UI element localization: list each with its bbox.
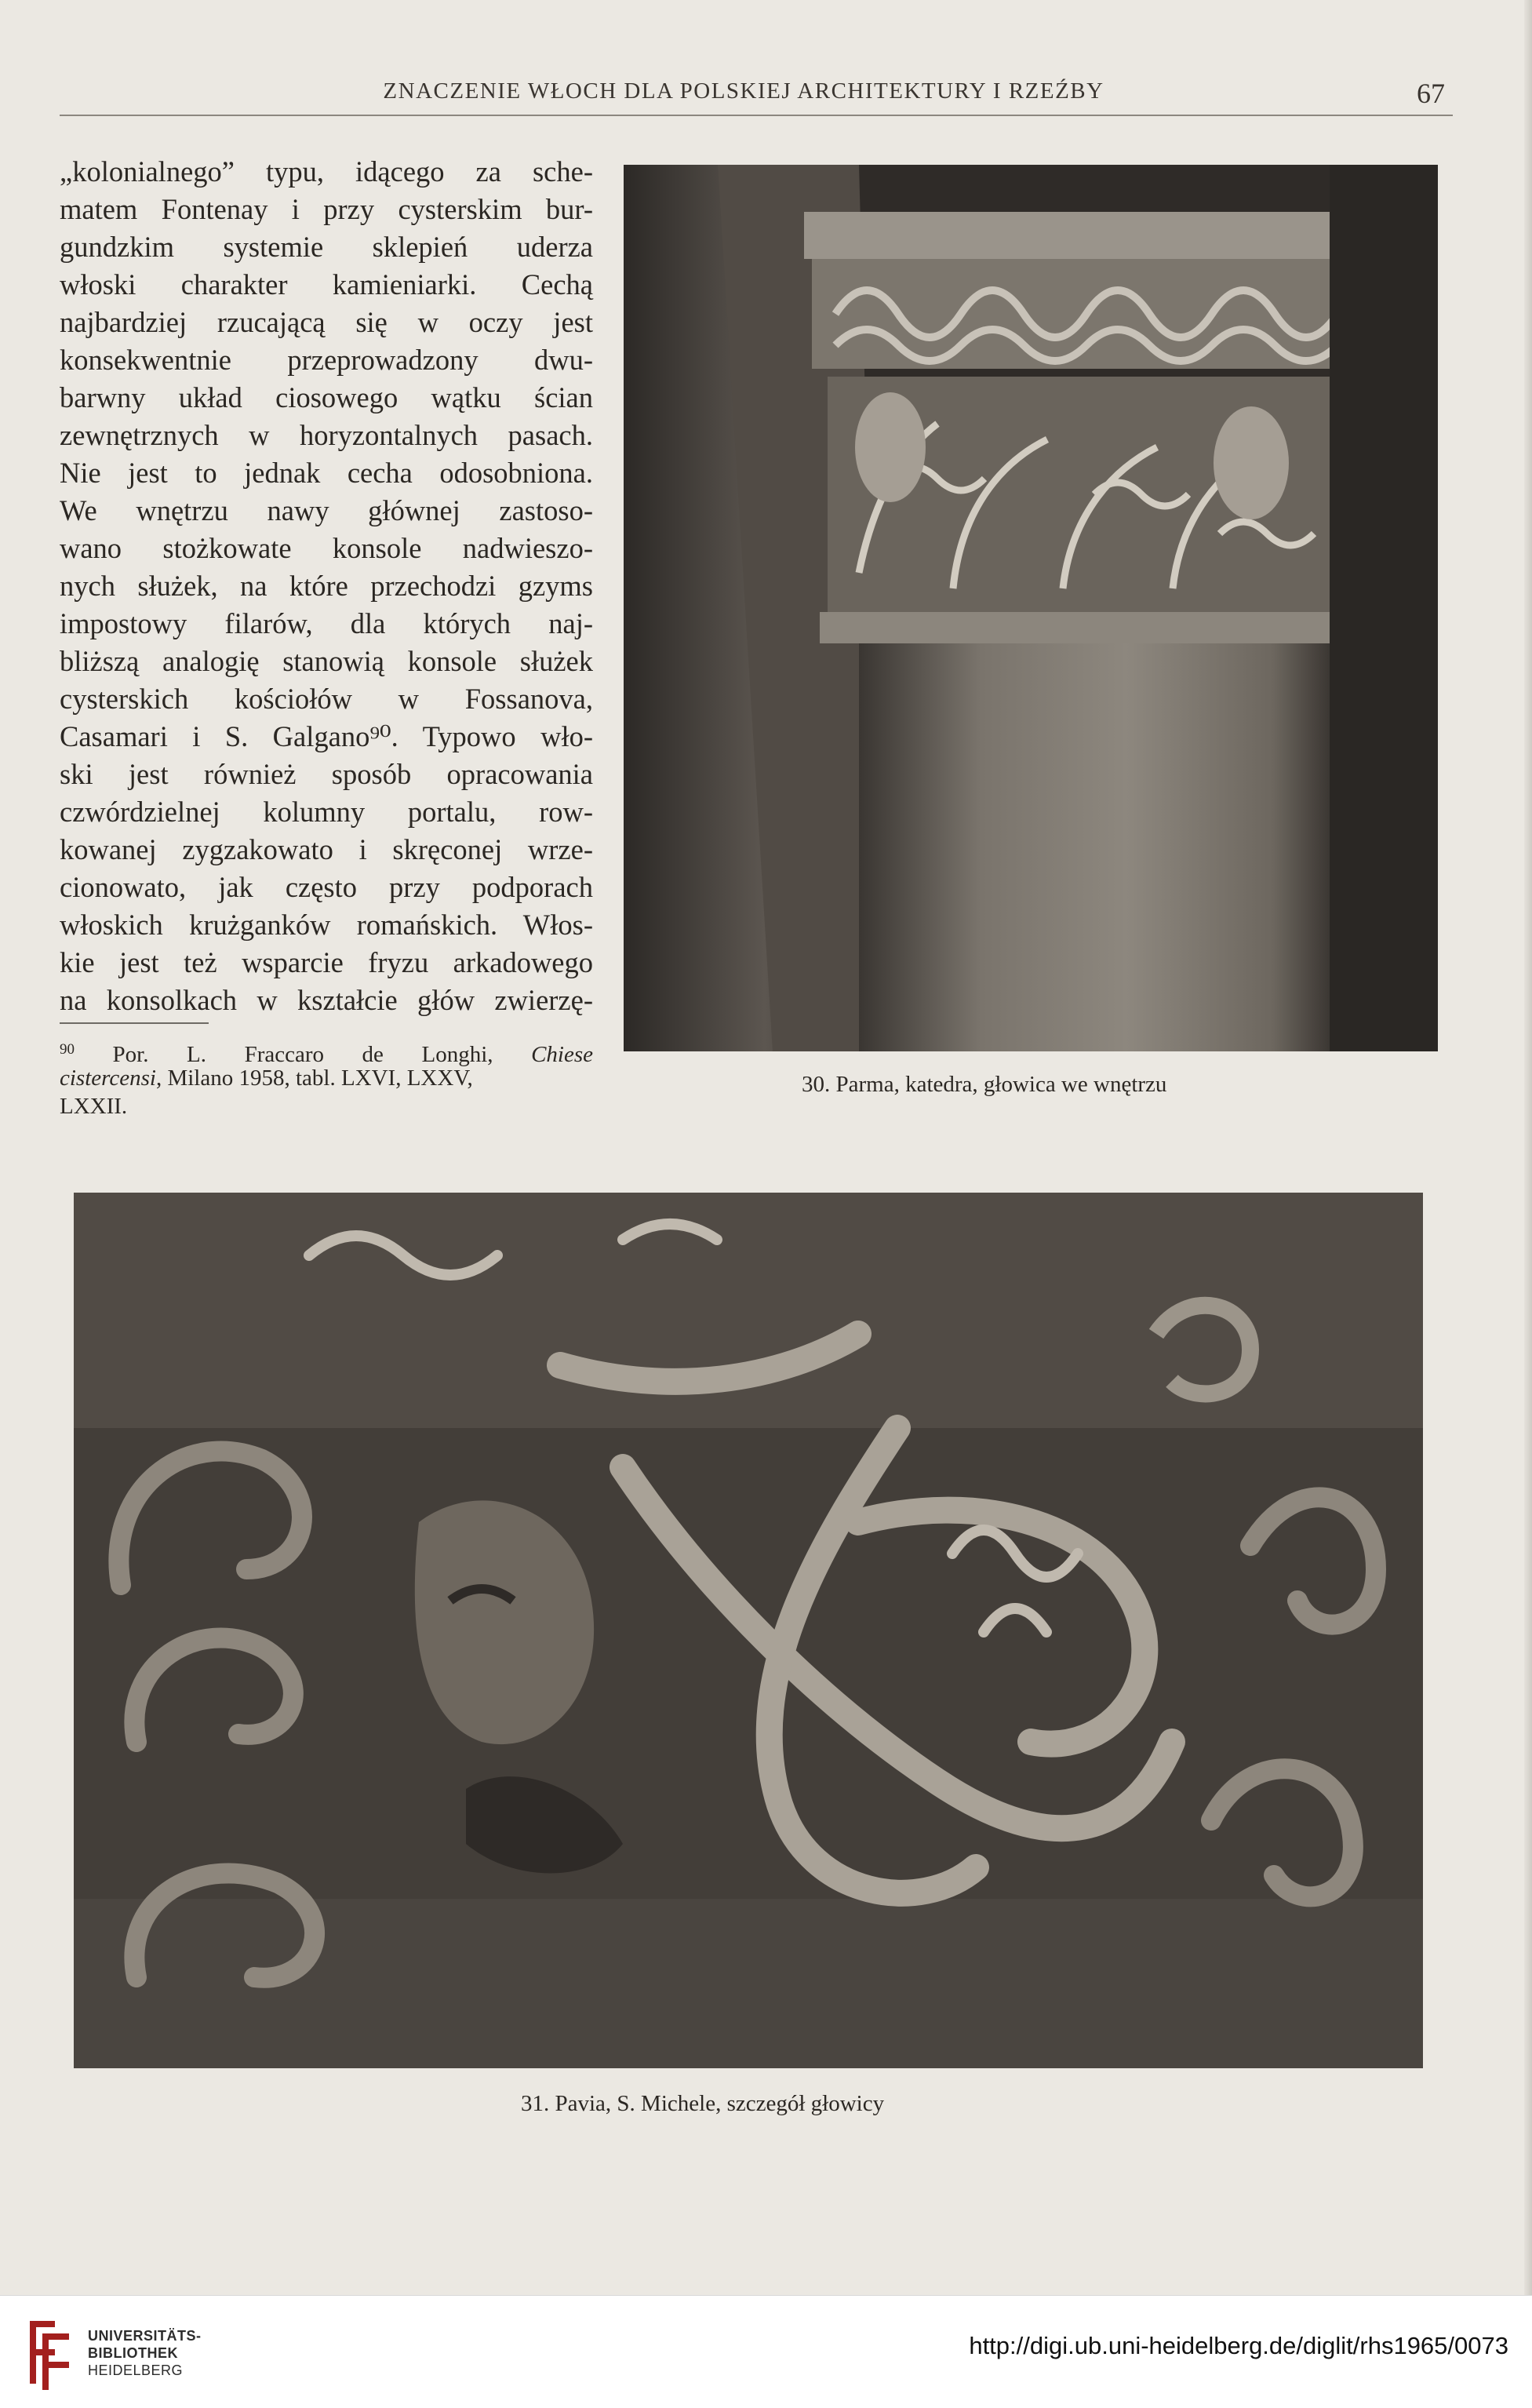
library-name-line: UNIVERSITÄTS-: [88, 2328, 202, 2344]
footnote-rule: [60, 1022, 209, 1024]
page-number: 67: [1417, 78, 1445, 109]
capital-photo-graphic: [624, 165, 1438, 1051]
footnote-line: [60, 1036, 593, 1067]
running-title: ZNACZENIE WŁOCH DLA POLSKIEJ ARCHITEKTURY I RZEŹBY: [383, 78, 1104, 104]
text-line: Casamari i S. Galgano⁹⁰. Typowo wło-: [60, 720, 593, 752]
footnote-title: Chiese: [531, 1042, 593, 1067]
footnote-text: Por. L. Fraccaro de Longhi,: [75, 1042, 532, 1067]
footnote-number: 90: [60, 1041, 75, 1058]
text-line: włoski charakter kamieniarki. Cechą: [60, 268, 593, 301]
text-line: włoskich krużganków romańskich. Włos-: [60, 909, 593, 941]
library-logo-icon: [24, 2313, 75, 2392]
text-line: cysterskich kościołów w Fossanova,: [60, 683, 593, 715]
figure-31-caption: 31. Pavia, S. Michele, szczegół głowicy: [521, 2091, 885, 2116]
text-line: kowanej zygzakowato i skręconej wrze-: [60, 833, 593, 865]
text-line: konsekwentnie przeprowadzony dwu-: [60, 344, 593, 376]
text-line: bliższą analogię stanowią konsole służek: [60, 645, 593, 677]
text-line: Nie jest to jednak cecha odosobniona.: [60, 457, 593, 489]
body-text: [60, 153, 593, 1019]
text-line: zewnętrznych w horyzontalnych pasach.: [60, 419, 593, 451]
footnote-title: cistercensi: [60, 1066, 156, 1091]
text-line: na konsolkach w kształcie głów zwierzę-: [60, 984, 593, 1016]
text-line: gundzkim systemie sklepień uderza: [60, 231, 593, 263]
footnote-line: [60, 1064, 593, 1092]
footnote-line: LXXII.: [60, 1094, 128, 1119]
text-line: ski jest również sposób opracowania: [60, 758, 593, 790]
text-line: czwórdzielnej kolumny portalu, row-: [60, 796, 593, 828]
library-name-line: HEIDELBERG: [88, 2362, 184, 2378]
text-line: „kolonialnego” typu, idącego za sche-: [60, 155, 593, 188]
text-line: impostowy filarów, dla których naj-: [60, 607, 593, 639]
library-name: [88, 2327, 202, 2379]
header-rule: [60, 115, 1453, 116]
library-footer: [0, 2295, 1532, 2408]
figure-30-caption: 30. Parma, katedra, głowica we wnętrzu: [802, 1072, 1167, 1097]
footnote: [60, 1036, 593, 1120]
text-line: cionowato, jak często przy podporach: [60, 871, 593, 903]
text-line: nych służek, na które przechodzi gzyms: [60, 570, 593, 602]
text-line: najbardziej rzucającą się w oczy jest: [60, 306, 593, 338]
library-name-line: BIBLIOTHEK: [88, 2345, 178, 2361]
footnote-text: , Milano 1958, tabl. LXVI, LXXV,: [155, 1066, 473, 1091]
text-line: matem Fontenay i przy cysterskim bur-: [60, 193, 593, 225]
figure-30-photo: [624, 165, 1438, 1051]
text-line: We wnętrzu nawy głównej zastoso-: [60, 494, 593, 526]
figure-31-photo: [74, 1193, 1423, 2068]
text-line: barwny układ ciosowego wątku ścian: [60, 381, 593, 413]
text-line: wano stożkowate konsole nadwieszo-: [60, 532, 593, 564]
carving-photo-graphic: [74, 1193, 1423, 2068]
permalink-url[interactable]: http://digi.ub.uni-heidelberg.de/diglit/rhs1965/0073: [969, 2332, 1508, 2359]
text-line: kie jest też wsparcie fryzu arkadowego: [60, 946, 593, 978]
